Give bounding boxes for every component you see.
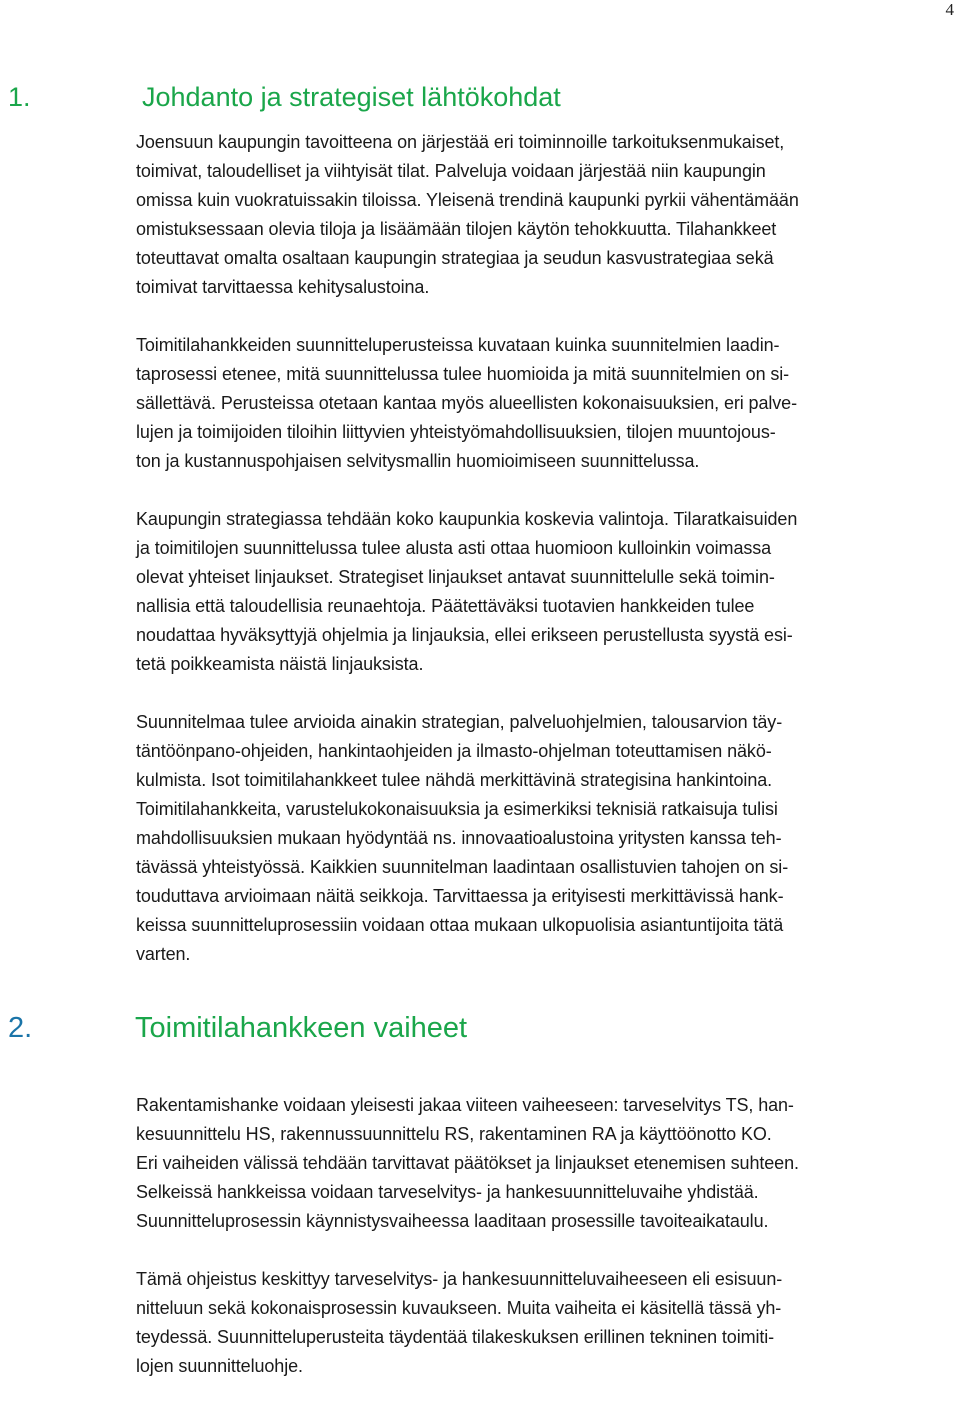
text-line: ton ja kustannuspohjaisen selvitysmallin huomioimiseen suunnittelussa. [136,451,700,471]
section-heading-project-phases [8,1012,467,1045]
paragraph [136,505,958,679]
page-number: 4 [945,0,954,19]
text-line: sällettävä. Perusteissa otetaan kantaa myös alueellisten kokonaisuuksien, eri palve- [136,393,797,413]
text-line: toimivat tarvittaessa kehitysalustoina. [136,277,430,297]
text-line: Selkeissä hankkeissa voidaan tarveselvitys- ja hankesuunnitteluvaihe yhdistää. [136,1182,759,1202]
text-line: Suunnitteluprosessin käynnistysvaiheessa laaditaan prosessille tavoiteaikataulu. [136,1211,769,1231]
paragraph [136,1265,958,1381]
section-heading-introduction [8,82,561,113]
text-line: Eri vaiheiden välissä tehdään tarvittavat päätökset ja linjaukset etenemisen suhteen. [136,1153,799,1173]
text-line: omissa kuin vuokratuissakin tiloissa. Yleisenä trendinä kaupunki pyrkii vähentämään [136,190,799,210]
text-line: toteuttavat omalta osaltaan kaupungin strategiaa ja seudun kasvustrategiaa sekä [136,248,774,268]
text-line: ja toimitilojen suunnittelussa tulee alusta asti ottaa huomioon kulloinkin voimassa [136,538,772,558]
text-line: toimivat, taloudelliset ja viihtyisät tilat. Palveluja voidaan järjestää niin kaupungin [136,161,766,181]
text-line: Joensuun kaupungin tavoitteena on järjestää eri toiminnoille tarkoituksenmukaiset, [136,132,785,152]
text-line: kulmista. Isot toimitilahankkeet tulee nähdä merkittävinä strategisina hankintoina. [136,770,773,790]
section-title: Toimitilahankkeen vaiheet [135,1012,468,1044]
text-line: Toimitilahankkeiden suunnitteluperusteissa kuvataan kuinka suunnitelmien laadin- [136,335,780,355]
text-line: kesuunnittelu HS, rakennussuunnittelu RS, rakentaminen RA ja käyttöönotto KO. [136,1124,772,1144]
text-line: teydessä. Suunnitteluperusteita täydentää tilakeskuksen erillinen tekninen toimiti- [136,1327,775,1347]
paragraph [136,331,958,476]
text-line: nitteluun sekä kokonaisprosessin kuvaukseen. Muita vaiheita ei käsitellä tässä yh- [136,1298,782,1318]
text-line: täntöönpano-ohjeiden, hankintaohjeiden ja ilmasto-ohjelman toteuttamisen näkö- [136,741,772,761]
text-line: noudattaa hyväksyttyjä ohjelmia ja linjauksia, ellei erikseen perustellusta syystä esi- [136,625,793,645]
text-line: olevat yhteiset linjaukset. Strategiset linjaukset antavat suunnittelulle sekä toimin- [136,567,775,587]
text-line: Toimitilahankkeita, varustelukokonaisuuksia ja esimerkiksi teknisiä ratkaisuja tulisi [136,799,778,819]
text-line: keissa suunnitteluprosessiin voidaan ottaa mukaan ulkopuolisia asiantuntijoita tätä [136,915,784,935]
section-title: Johdanto ja strategiset lähtökohdat [142,82,561,112]
text-line: lujen ja toimijoiden tiloihin liittyvien yhteistyömahdollisuuksien, tilojen muuntojous- [136,422,776,442]
section-body-introduction [136,128,958,998]
text-line: nallisia että taloudellisia reunaehtoja. Päätettäväksi tuotavien hankkeiden tulee [136,596,755,616]
text-line: Kaupungin strategiassa tehdään koko kaupunkia koskevia valintoja. Tilaratkaisuiden [136,509,798,529]
text-line: mahdollisuuksien mukaan hyödyntää ns. innovaatioalustoina yritysten kanssa teh- [136,828,782,848]
text-line: Tämä ohjeistus keskittyy tarveselvitys- ja hankesuunnitteluvaiheeseen eli esisuun- [136,1269,783,1289]
text-line: Suunnitelmaa tulee arvioida ainakin strategian, palveluohjelmien, talousarvion täy- [136,712,783,732]
text-line: taprosessi etenee, mitä suunnittelussa tulee huomioida ja mitä suunnitelmien on si- [136,364,790,384]
text-line: varten. [136,944,191,964]
text-line: touduttava arvioimaan näitä seikkoja. Tarvittaessa ja erityisesti merkittävissä hank- [136,886,784,906]
text-line: Rakentamishanke voidaan yleisesti jakaa viiteen vaiheeseen: tarveselvitys TS, han- [136,1095,794,1115]
section-body-project-phases [136,1091,958,1410]
paragraph [136,1091,958,1236]
section-number: 1. [8,82,31,112]
paragraph [136,708,958,969]
text-line: tävässä yhteistyössä. Kaikkien suunnitelman laadintaan osallistuvien tahojen on si- [136,857,789,877]
paragraph [136,128,958,302]
section-number: 2. [8,1012,33,1044]
text-line: lojen suunnitteluohje. [136,1356,303,1376]
text-line: tetä poikkeamista näistä linjauksista. [136,654,424,674]
text-line: omistuksessaan olevia tiloja ja lisäämään tilojen käytön tehokkuutta. Tilahankkeet [136,219,777,239]
